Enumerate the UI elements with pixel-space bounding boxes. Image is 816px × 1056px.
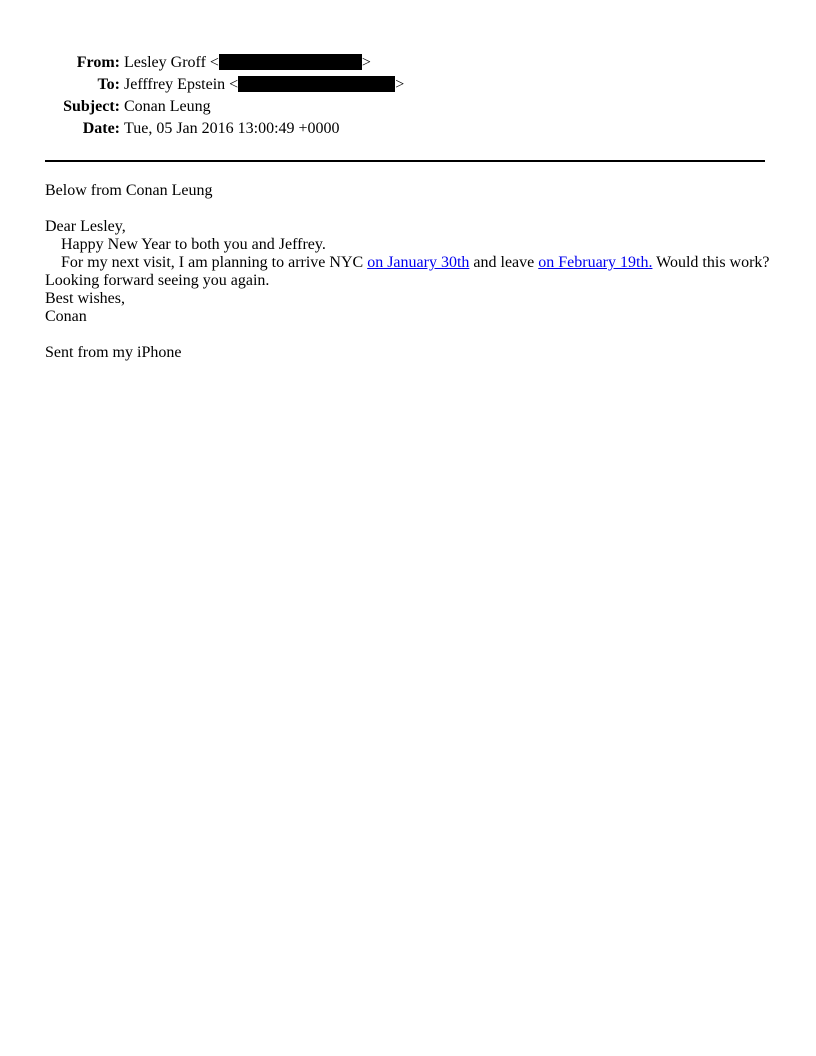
blank-line bbox=[45, 326, 785, 344]
to-close-bracket: > bbox=[395, 76, 405, 93]
signature-line: Conan bbox=[45, 308, 87, 325]
to-row bbox=[50, 74, 404, 96]
subject-value: Conan Leung bbox=[124, 98, 211, 115]
email-body bbox=[45, 182, 785, 362]
visit-line-start: For my next visit, I am planning to arrive NYC bbox=[61, 254, 368, 271]
sent-from-line: Sent from my iPhone bbox=[45, 344, 182, 361]
from-redaction-box bbox=[219, 54, 362, 70]
date-label: Date: bbox=[82, 120, 120, 137]
from-name: Lesley Groff < bbox=[124, 54, 219, 71]
blank-line bbox=[45, 200, 785, 218]
subject-row bbox=[50, 96, 404, 118]
to-redaction-box bbox=[238, 76, 395, 92]
from-label: From: bbox=[76, 54, 120, 71]
visit-line-end: Would this work? bbox=[652, 254, 770, 271]
header-divider bbox=[45, 160, 765, 162]
greeting-line: Dear Lesley, bbox=[45, 218, 126, 235]
to-name: Jefffrey Epstein < bbox=[124, 76, 239, 93]
date-row bbox=[50, 118, 404, 140]
subject-label: Subject: bbox=[63, 98, 120, 115]
visit-line-middle: and leave bbox=[469, 254, 539, 271]
from-close-bracket: > bbox=[361, 54, 371, 71]
closing-line: Best wishes, bbox=[45, 290, 125, 307]
intro-line: Below from Conan Leung bbox=[45, 182, 213, 199]
departure-date-link[interactable]: on February 19th. bbox=[538, 254, 653, 271]
to-value bbox=[124, 74, 404, 96]
date-value: Tue, 05 Jan 2016 13:00:49 +0000 bbox=[124, 120, 340, 137]
from-value bbox=[124, 52, 404, 74]
email-header bbox=[50, 52, 404, 140]
from-row bbox=[50, 52, 404, 74]
to-label: To: bbox=[97, 76, 120, 93]
arrival-date-link[interactable]: on January 30th bbox=[367, 254, 470, 271]
visit-line bbox=[45, 254, 785, 272]
new-year-line: Happy New Year to both you and Jeffrey. bbox=[61, 236, 326, 253]
looking-forward-line: Looking forward seeing you again. bbox=[45, 272, 270, 289]
